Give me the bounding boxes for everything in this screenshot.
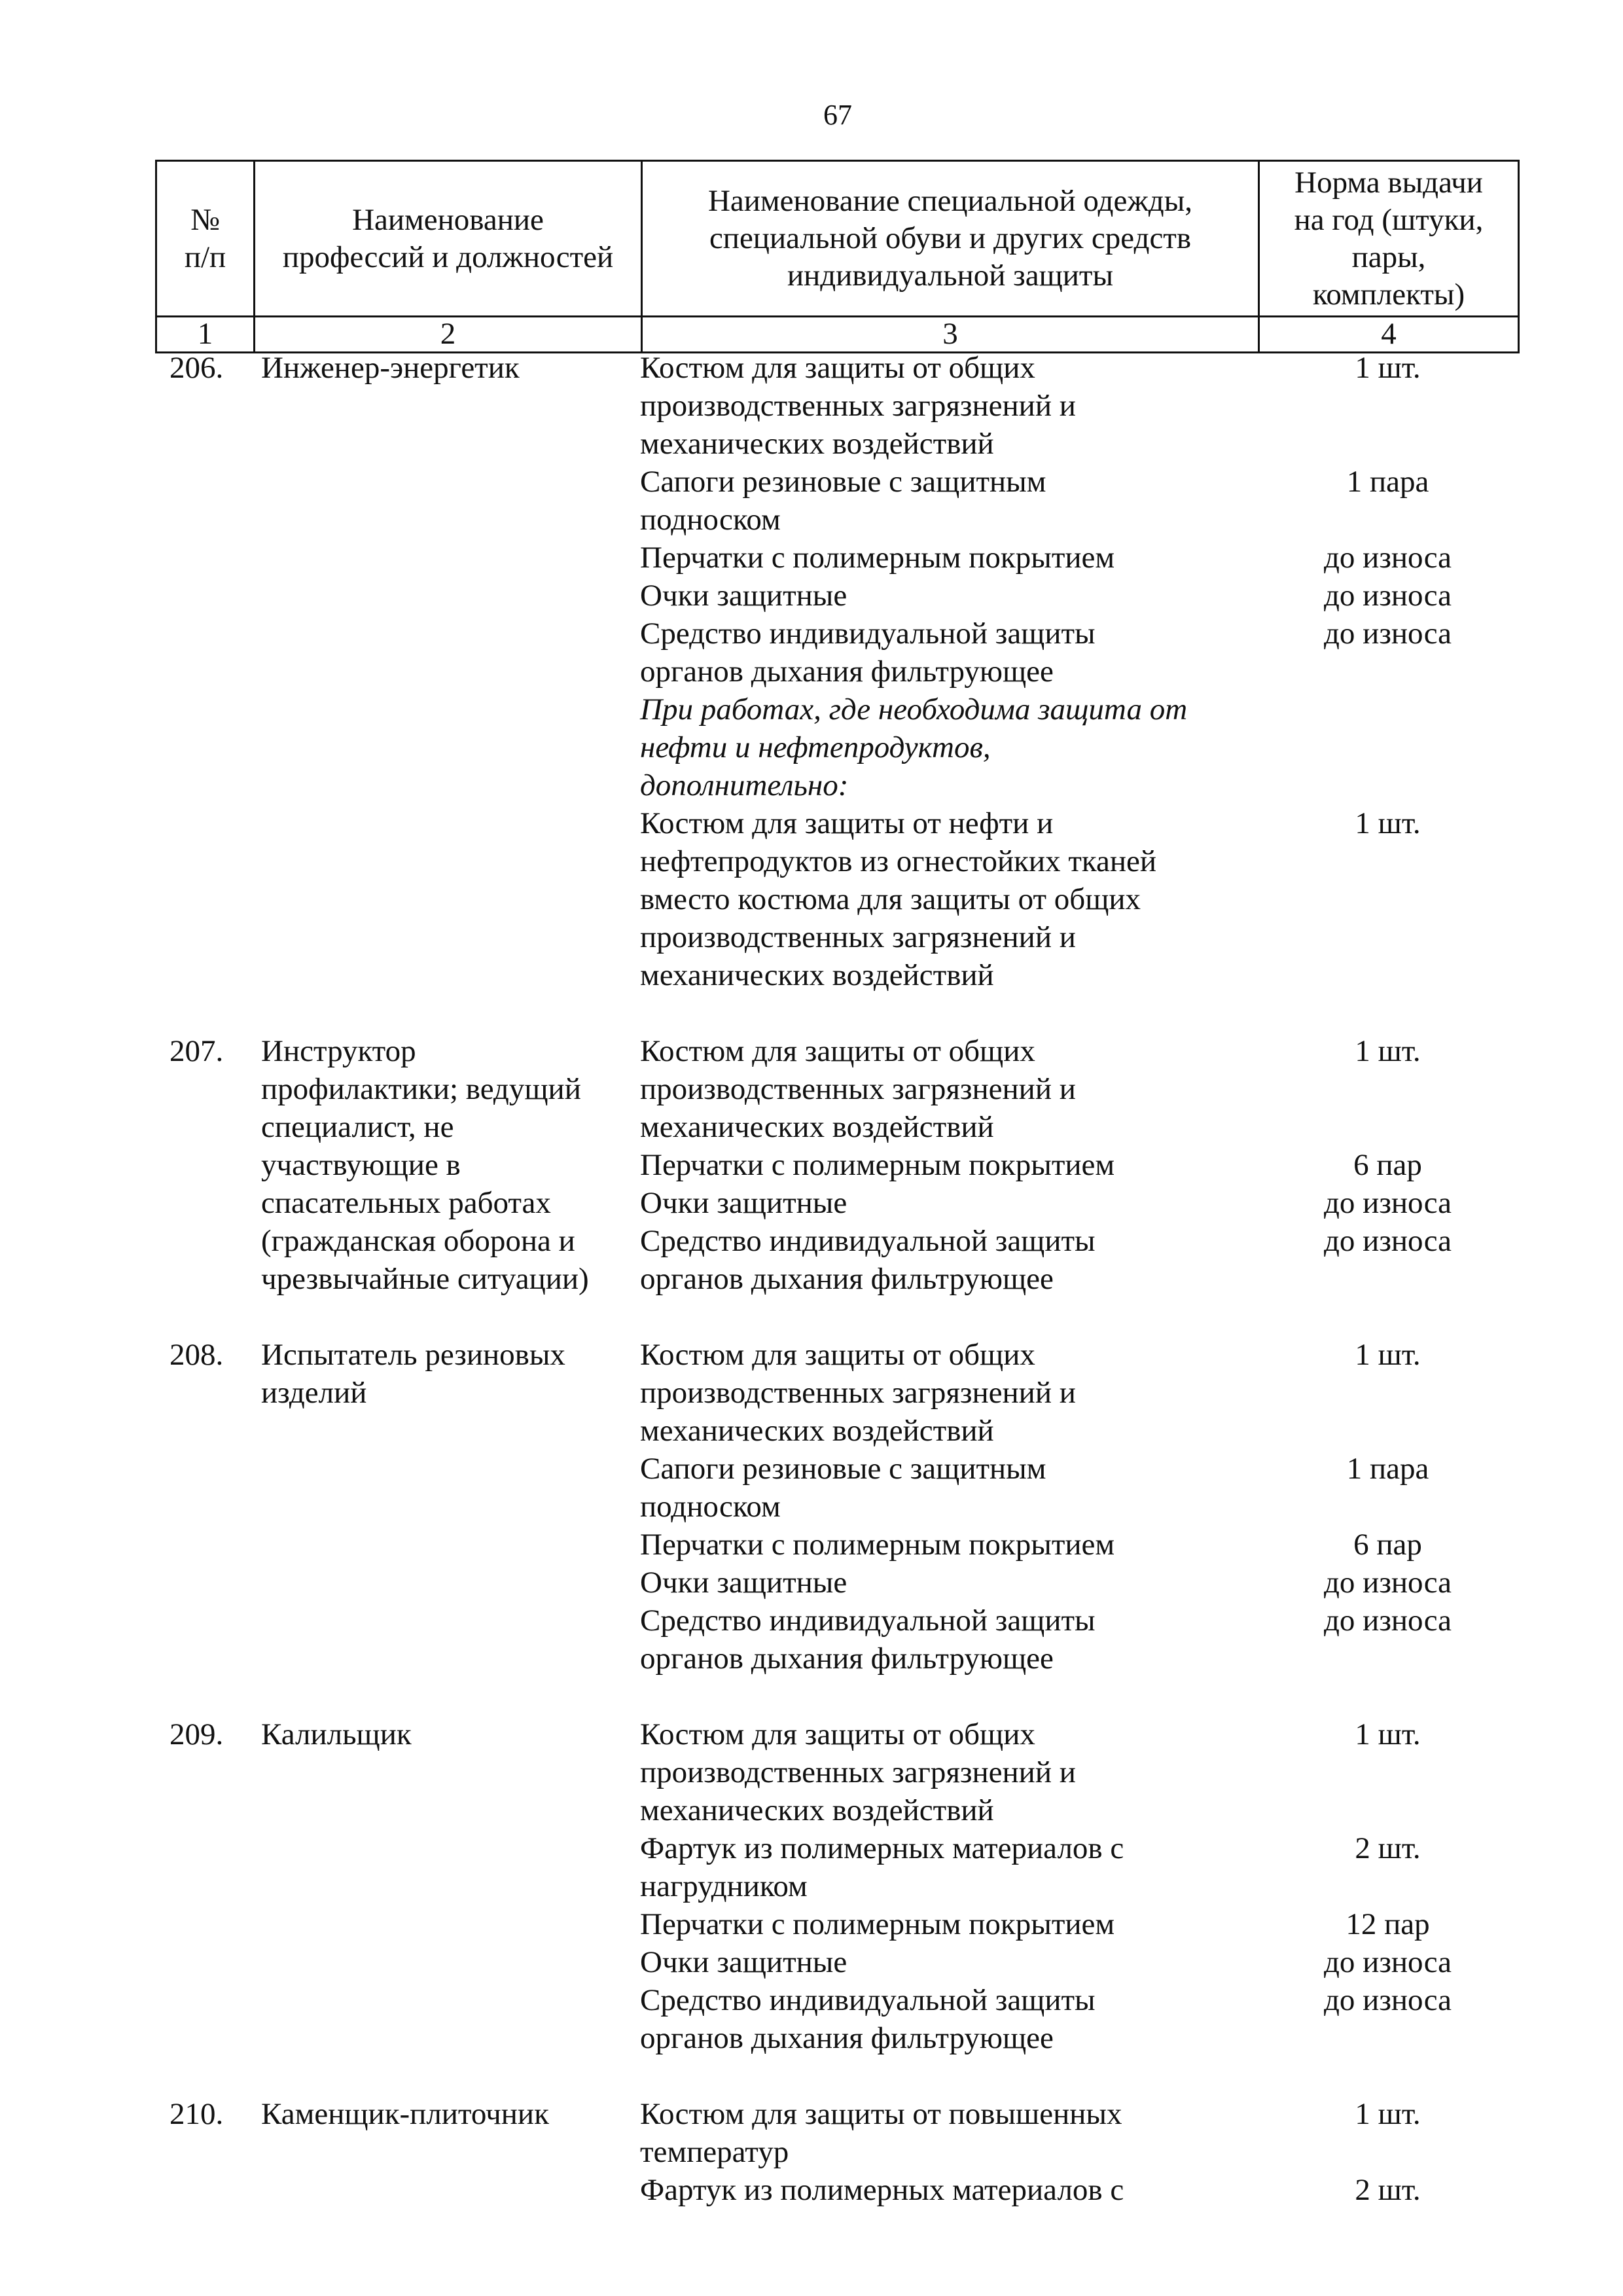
header-norm-text: Норма выдачи на год (штуки, пары, комплекты): [1294, 166, 1484, 312]
ppe-item-line: органов дыхания фильтрующее: [640, 2021, 1054, 2055]
ppe-item-line: механических воздействий: [640, 1414, 994, 1448]
ppe-item-line: Перчатки с полимерным покрытием: [640, 541, 1115, 575]
ppe-item-line: Сапоги резиновые с защитным: [640, 465, 1046, 499]
table-row: [155, 1032, 1518, 1298]
profession-name-line: Инструктор: [261, 1034, 416, 1068]
ppe-item-line: Средство индивидуальной защиты: [640, 617, 1096, 651]
norm-spacer: [1258, 1374, 1518, 1412]
norm-value: 6 пар: [1353, 1528, 1422, 1562]
ppe-item-line: органов дыхания фильтрующее: [640, 1262, 1054, 1296]
profession-name-line: Инженер-энергетик: [261, 351, 520, 385]
norm-value: 1 пара: [1346, 1452, 1429, 1486]
profession-name: [253, 349, 630, 994]
ppe-item-line: подноском: [640, 1490, 781, 1524]
ppe-item-line: Костюм для защиты от общих: [640, 1338, 1035, 1372]
profession-name-line: изделий: [261, 1376, 367, 1410]
ppe-item-line: механических воздействий: [640, 1110, 994, 1144]
ppe-item-line: подноском: [640, 503, 781, 537]
norm-spacer: [1258, 918, 1518, 956]
profession-name-line: чрезвычайные ситуации): [261, 1262, 589, 1296]
norm-value: до износа: [1324, 1604, 1452, 1638]
table-row: [155, 1336, 1518, 1677]
norm-spacer: [1258, 1867, 1518, 1905]
ppe-item-line: органов дыхания фильтрующее: [640, 655, 1054, 689]
table-body: [155, 349, 1518, 2247]
norm-spacer: [1258, 1488, 1518, 1526]
ppe-note-line: дополнительно:: [640, 768, 849, 802]
profession-name-line: Каменщик-плиточник: [261, 2097, 549, 2131]
norm-spacer: [1258, 501, 1518, 539]
ppe-item-line: производственных загрязнений и: [640, 920, 1076, 954]
row-number: 208.: [169, 1338, 224, 1372]
norm-value: 1 шт.: [1355, 1717, 1421, 1751]
ppe-item-line: вместо костюма для защиты от общих: [640, 882, 1141, 916]
ppe-item-line: Костюм для защиты от нефти и: [640, 806, 1054, 840]
norm-spacer: [1258, 1070, 1518, 1108]
norm-value: 2 шт.: [1355, 2173, 1421, 2207]
norm-spacer: [1258, 728, 1518, 766]
ppe-list: [630, 349, 1258, 994]
norm-spacer: [1258, 956, 1518, 994]
ppe-item-line: производственных загрязнений и: [640, 389, 1076, 423]
norm-spacer: [1258, 425, 1518, 463]
header-profession: [255, 161, 642, 317]
ppe-item-line: температур: [640, 2135, 789, 2169]
ppe-list: [630, 1715, 1258, 2057]
ppe-item-line: Очки защитные: [640, 579, 847, 613]
col-num-1: 1: [156, 317, 255, 353]
ppe-item-line: Перчатки с полимерным покрытием: [640, 1148, 1115, 1182]
row-number: 206.: [169, 351, 224, 385]
ppe-item-line: Фартук из полимерных материалов с: [640, 1831, 1124, 1865]
norm-value: 1 пара: [1346, 465, 1429, 499]
page-number: 67: [823, 99, 852, 131]
row-number: 209.: [169, 1717, 224, 1751]
profession-name-line: (гражданская оборона и: [261, 1224, 575, 1258]
ppe-item-line: механических воздействий: [640, 1793, 994, 1827]
ppe-item-line: производственных загрязнений и: [640, 1755, 1076, 1789]
norm-value: 1 шт.: [1355, 1338, 1421, 1372]
ppe-list: [630, 1032, 1258, 1298]
ppe-item-line: Сапоги резиновые с защитным: [640, 1452, 1046, 1486]
norm-list: [1258, 1715, 1518, 2057]
ppe-list: [630, 2095, 1258, 2209]
ppe-item-line: Очки защитные: [640, 1186, 847, 1220]
ppe-item-line: механических воздействий: [640, 958, 994, 992]
ppe-item-line: Костюм для защиты от общих: [640, 1034, 1035, 1068]
ppe-item-line: Средство индивидуальной защиты: [640, 1604, 1096, 1638]
norm-spacer: [1258, 387, 1518, 425]
norm-list: [1258, 2095, 1518, 2209]
col-num-4: 4: [1259, 317, 1519, 353]
header-number-text: № п/п: [184, 202, 226, 274]
profession-name-line: Калильщик: [261, 1717, 412, 1751]
row-number: 210.: [169, 2097, 224, 2131]
norm-spacer: [1258, 1640, 1518, 1677]
ppe-note-line: нефти и нефтепродуктов,: [640, 730, 991, 764]
col-num-3: 3: [642, 317, 1259, 353]
ppe-item-line: Фартук из полимерных материалов с: [640, 2173, 1124, 2207]
ppe-item-line: нефтепродуктов из огнестойких тканей: [640, 844, 1157, 878]
ppe-item-line: производственных загрязнений и: [640, 1376, 1076, 1410]
norm-spacer: [1258, 2019, 1518, 2057]
norm-value: до износа: [1324, 541, 1452, 575]
ppe-item-line: Костюм для защиты от повышенных: [640, 2097, 1122, 2131]
norm-spacer: [1258, 1260, 1518, 1298]
norm-spacer: [1258, 880, 1518, 918]
norm-value: 1 шт.: [1355, 1034, 1421, 1068]
profession-name: [253, 1336, 630, 1677]
ppe-item-line: нагрудником: [640, 1869, 808, 1903]
norm-value: 12 пар: [1346, 1907, 1430, 1941]
ppe-item-line: Очки защитные: [640, 1566, 847, 1600]
norm-spacer: [1258, 842, 1518, 880]
ppe-note-line: При работах, где необходима защита от: [640, 692, 1188, 726]
norm-spacer: [1258, 2133, 1518, 2171]
table-header: [155, 160, 1520, 353]
header-norm: [1259, 161, 1519, 317]
table-row: [155, 2095, 1518, 2209]
profession-name: [253, 1032, 630, 1298]
row-number: 207.: [169, 1034, 224, 1068]
ppe-item-line: Средство индивидуальной защиты: [640, 1224, 1096, 1258]
norm-value: 1 шт.: [1355, 806, 1421, 840]
table-row: [155, 349, 1518, 994]
ppe-item-line: Перчатки с полимерным покрытием: [640, 1528, 1115, 1562]
profession-name: [253, 2095, 630, 2209]
profession-name-line: специалист, не: [261, 1110, 454, 1144]
norm-spacer: [1258, 1791, 1518, 1829]
ppe-item-line: органов дыхания фильтрующее: [640, 1641, 1054, 1676]
norm-value: 2 шт.: [1355, 1831, 1421, 1865]
header-ppe-text: Наименование специальной одежды, специальной обуви и других средств индивидуальной защиты: [707, 184, 1193, 293]
header-number: [156, 161, 255, 317]
norm-value: до износа: [1324, 617, 1452, 651]
norm-spacer: [1258, 1753, 1518, 1791]
norm-value: 1 шт.: [1355, 351, 1421, 385]
norm-list: [1258, 1032, 1518, 1298]
ppe-item-line: производственных загрязнений и: [640, 1072, 1076, 1106]
norm-value: до износа: [1324, 1566, 1452, 1600]
ppe-item-line: Очки защитные: [640, 1945, 847, 1979]
ppe-list: [630, 1336, 1258, 1677]
norm-spacer: [1258, 653, 1518, 691]
ppe-item-line: механических воздействий: [640, 427, 994, 461]
header-ppe: [642, 161, 1259, 317]
ppe-item-line: Перчатки с полимерным покрытием: [640, 1907, 1115, 1941]
profession-name-line: Испытатель резиновых: [261, 1338, 565, 1372]
norm-spacer: [1258, 766, 1518, 804]
norm-list: [1258, 1336, 1518, 1677]
norm-spacer: [1258, 1108, 1518, 1146]
table-row: [155, 1715, 1518, 2057]
norm-spacer: [1258, 1412, 1518, 1450]
profession-name-line: спасательных работах: [261, 1186, 551, 1220]
col-num-2: 2: [255, 317, 642, 353]
profession-name-line: участвующие в: [261, 1148, 461, 1182]
norm-value: до износа: [1324, 1983, 1452, 2017]
ppe-item-line: Костюм для защиты от общих: [640, 351, 1035, 385]
norm-value: до износа: [1324, 1186, 1452, 1220]
ppe-item-line: Средство индивидуальной защиты: [640, 1983, 1096, 2017]
norm-value: до износа: [1324, 1224, 1452, 1258]
norm-list: [1258, 349, 1518, 994]
norm-value: 6 пар: [1353, 1148, 1422, 1182]
ppe-item-line: Костюм для защиты от общих: [640, 1717, 1035, 1751]
profession-name: [253, 1715, 630, 2057]
header-profession-text: Наименование профессий и должностей: [282, 202, 614, 274]
norm-value: 1 шт.: [1355, 2097, 1421, 2131]
norm-spacer: [1258, 691, 1518, 728]
norm-value: до износа: [1324, 1945, 1452, 1979]
norm-value: до износа: [1324, 579, 1452, 613]
profession-name-line: профилактики; ведущий: [261, 1072, 581, 1106]
